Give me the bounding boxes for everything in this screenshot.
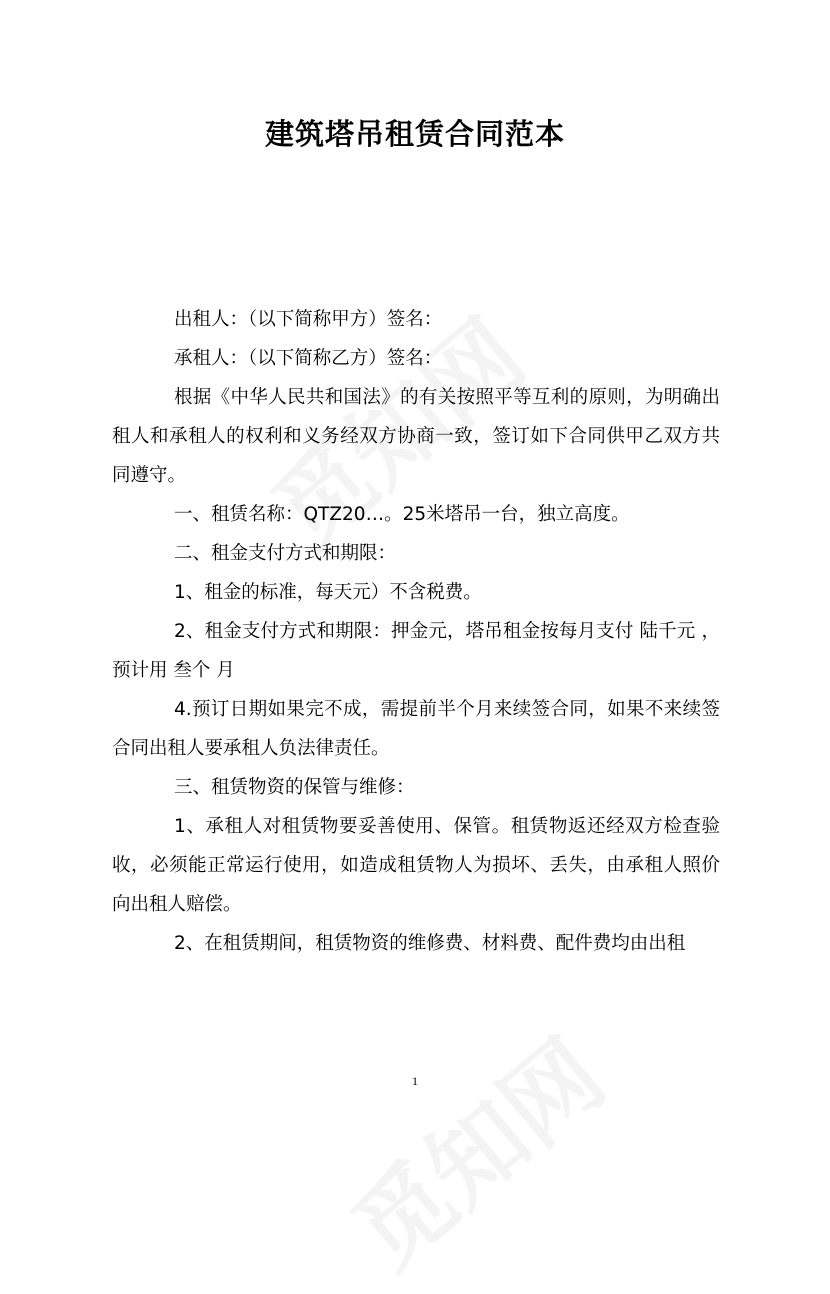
watermark — [320, 1003, 629, 1293]
paragraph-lessee: 承租人：（以下简称乙方）签名： — [174, 348, 443, 369]
paragraph-section-2: 二、租金支付方式和期限： — [174, 543, 397, 564]
paragraph-preamble: 根据《中华人民共和国法》的有关按照平等互利的原则，为明确出租人和承租人的权利和义务经双方协商一致，签订如下合同供甲乙双方共同遵守。 — [112, 387, 720, 486]
page-number: 1 — [412, 1074, 418, 1088]
paragraph-section-1: 一、租赁名称：QTZ20…。25米塔吊一台，独立高度。 — [174, 504, 630, 525]
document-title: 建筑塔吊租赁合同范本 — [264, 117, 565, 151]
paragraph-clause-3-1: 1、承租人对租赁物要妥善使用、保管。租赁物返还经双方检查验收，必须能正常运行使用，如造成租赁物人为损坏、丢失，由承租人照价向出租人赔偿。 — [112, 816, 720, 915]
document-body — [112, 300, 720, 963]
paragraph-clause-2-4: 4.预订日期如果完不成，需提前半个月来续签合同，如果不来续签合同出租人要承租人负法律责任。 — [112, 699, 720, 759]
paragraph-clause-2-2: 2、租金支付方式和期限：押金元，塔吊租金按每月支付 陆千元 ，预计用 叁个 月 — [112, 621, 720, 681]
paragraph-section-3: 三、租赁物资的保管与维修： — [174, 777, 415, 798]
paragraph-lessor: 出租人：（以下简称甲方）签名： — [174, 309, 443, 330]
paragraph-clause-3-2: 2、在租赁期间，租赁物资的维修费、材料费、配件费均由出租 — [174, 933, 686, 954]
paragraph-clause-2-1: 1、租金的标准，每天元）不含税费。 — [174, 582, 482, 603]
